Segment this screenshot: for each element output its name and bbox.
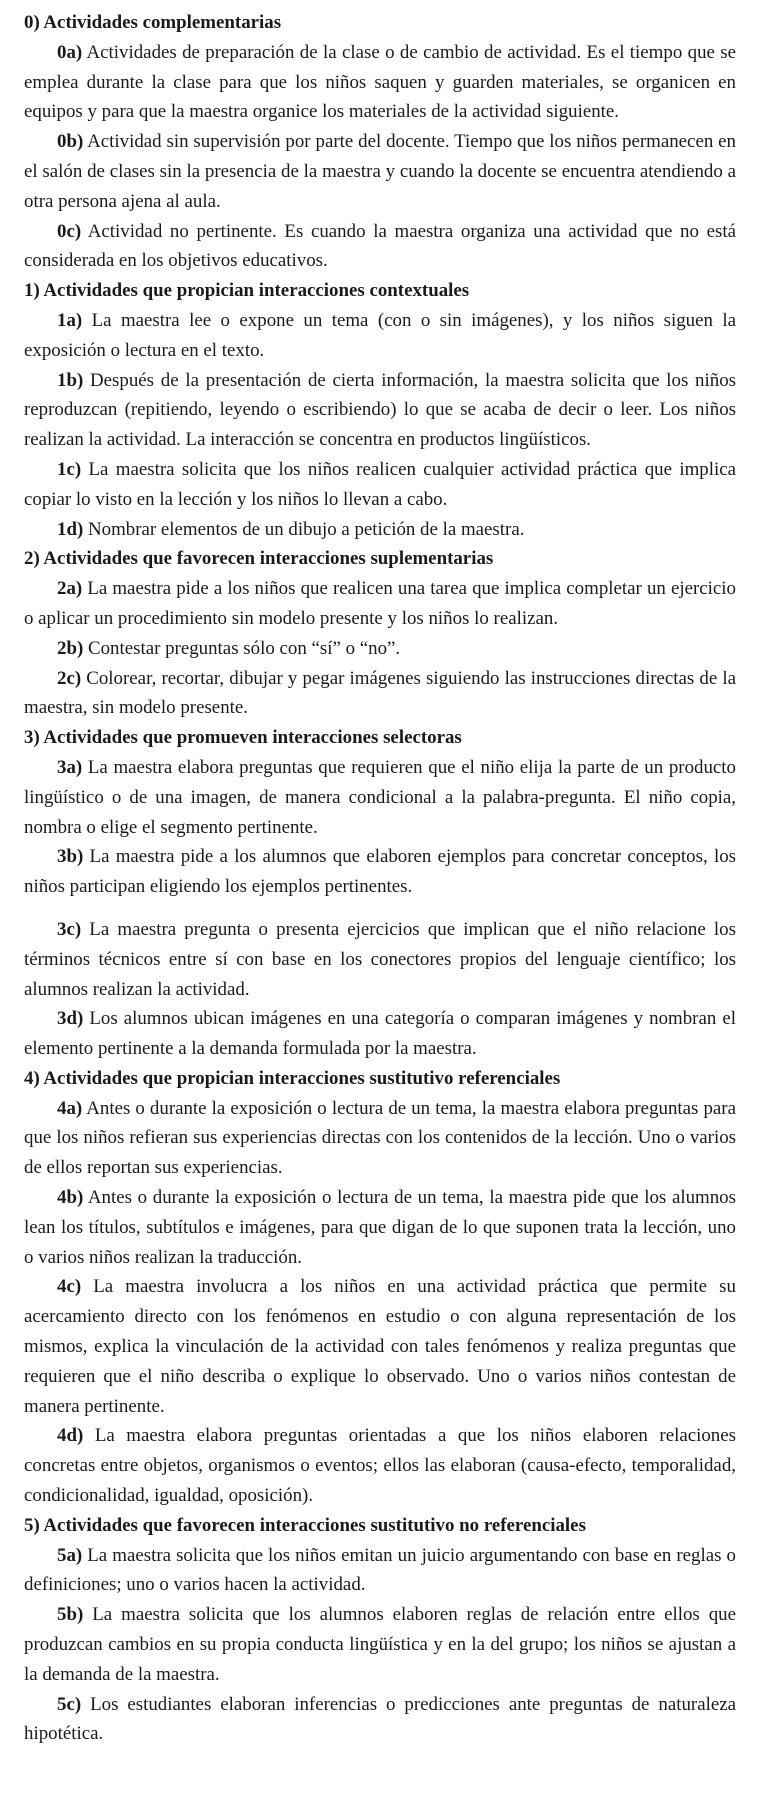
item-text: La maestra pide a los alumnos que elaboren ejemplos para concretar conceptos, los niños participan eligiendo los ejemplos pertinentes. xyxy=(24,846,736,898)
item-text: La maestra involucra a los niños en una actividad práctica que permite su acercamiento directo con los fenómenos en estudio o con alguna representación de los mismos, explica la vinculación de la actividad con tales fenómenos y realiza preguntas que requieren que el niño describa o explique lo observado. Uno o varios niños contestan de manera pertinente. xyxy=(24,1276,736,1417)
item-text: La maestra elabora preguntas orientadas a que los niños elaboren relaciones concretas entre objetos, organismos o eventos; ellos las elaboran (causa-efecto, temporalidad, condicionalidad, igualdad, oposición). xyxy=(24,1425,736,1507)
section-heading: 4) Actividades que propician interacciones sustitutivo referenciales xyxy=(24,1067,561,1089)
list-item xyxy=(24,1541,736,1601)
item-code: 0c) xyxy=(57,220,82,242)
item-text: Antes o durante la exposición o lectura de un tema, la maestra pide que los alumnos lean los títulos, subtítulos e imágenes, para que digan de lo que suponen trata la lección, uno o varios niños realizan la traducción. xyxy=(24,1187,736,1268)
section-2 xyxy=(24,544,736,723)
item-text: La maestra pregunta o presenta ejercicios que implican que el niño relacione los términos técnicos entre sí con base en los conectores propios del lenguaje científico; los alumnos realizan la actividad. xyxy=(24,918,736,1000)
list-item xyxy=(24,915,736,1004)
item-text: La maestra solicita que los niños realicen cualquier actividad práctica que implica copiar lo visto en la lección y los niños lo llevan a cabo. xyxy=(24,458,736,510)
item-text: Contestar preguntas sólo con “sí” o “no”. xyxy=(87,637,401,659)
item-text: Después de la presentación de cierta información, la maestra solicita que los niños reproduzcan (repitiendo, leyendo o escribiendo) lo que se acaba de decir o leer. Los niños realizan la actividad. La interacción se concentra en productos lingüísticos. xyxy=(24,369,736,451)
list-item xyxy=(24,1004,736,1064)
list-item xyxy=(24,842,736,902)
item-code: 5c) xyxy=(57,1693,82,1715)
item-code: 2a) xyxy=(57,578,83,600)
section-4 xyxy=(24,1064,736,1511)
item-text: La maestra pide a los niños que realicen una tarea que implica completar un ejercicio o aplicar un procedimiento sin modelo presente y los niños lo realizan. xyxy=(24,578,736,629)
list-item xyxy=(24,1421,736,1510)
list-item xyxy=(24,634,736,664)
item-code: 3b) xyxy=(57,846,84,868)
item-code: 0b) xyxy=(57,131,84,153)
item-code: 3d) xyxy=(57,1008,84,1030)
section-heading: 0) Actividades complementarias xyxy=(24,12,282,33)
item-code: 4a) xyxy=(57,1097,83,1119)
item-code: 1a) xyxy=(57,309,83,331)
item-code: 0a) xyxy=(57,41,83,63)
item-code: 5a) xyxy=(57,1544,83,1566)
item-text: Actividad no pertinente. Es cuando la maestra organiza una actividad que no está considerada en los objetivos educativos. xyxy=(24,220,736,272)
list-item xyxy=(24,1600,736,1689)
item-code: 5b) xyxy=(57,1604,84,1626)
list-item xyxy=(24,306,736,366)
list-item xyxy=(24,455,736,515)
item-code: 2b) xyxy=(57,637,84,659)
list-item xyxy=(24,127,736,216)
item-text: Nombrar elementos de un dibujo a petición de la maestra. xyxy=(87,518,525,540)
list-item xyxy=(24,217,736,277)
document-page xyxy=(24,8,736,1749)
section-1 xyxy=(24,276,736,544)
item-code: 3c) xyxy=(57,918,82,940)
item-code: 1c) xyxy=(57,458,82,480)
list-item xyxy=(24,366,736,455)
list-item xyxy=(24,38,736,127)
list-item xyxy=(24,1094,736,1183)
item-code: 1d) xyxy=(57,518,84,540)
item-text: Colorear, recortar, dibujar y pegar imágenes siguiendo las instrucciones directas de la maestra, sin modelo presente. xyxy=(24,667,736,719)
section-heading: 5) Actividades que favorecen interacciones sustitutivo no referenciales xyxy=(24,1514,586,1536)
item-code: 4b) xyxy=(57,1187,84,1209)
list-item xyxy=(24,664,736,724)
section-0 xyxy=(24,8,736,276)
section-heading: 1) Actividades que propician interacciones contextuales xyxy=(24,280,470,302)
paragraph-gap xyxy=(24,902,736,915)
list-item xyxy=(24,1183,736,1272)
section-5 xyxy=(24,1511,736,1749)
item-text: Antes o durante la exposición o lectura de un tema, la maestra elabora preguntas para que los niños refieran sus experiencias directas con los contenidos de la lección. Uno o varios de ellos reportan sus experiencias. xyxy=(24,1097,736,1179)
section-3 xyxy=(24,723,736,1064)
item-text: Los estudiantes elaboran inferencias o predicciones ante preguntas de naturaleza hipotética. xyxy=(24,1693,736,1745)
item-code: 4c) xyxy=(57,1276,82,1298)
item-code: 2c) xyxy=(57,667,82,689)
item-text: La maestra solicita que los alumnos elaboren reglas de relación entre ellos que produzcan cambios en su propia conducta lingüística y en la del grupo; los niños se ajustan a la demanda de la maestra. xyxy=(24,1604,736,1685)
item-code: 4d) xyxy=(57,1425,84,1447)
section-heading: 3) Actividades que promueven interacciones selectoras xyxy=(24,727,462,749)
item-text: Los alumnos ubican imágenes en una categoría o comparan imágenes y nombran el elemento pertinente a la demanda formulada por la maestra. xyxy=(24,1008,736,1060)
list-item xyxy=(24,515,736,545)
item-code: 1b) xyxy=(57,369,84,391)
item-text: La maestra elabora preguntas que requieren que el niño elija la parte de un producto lingüístico o de una imagen, de manera condicional a la palabra-pregunta. El niño copia, nombra o elige el segmento pertinente. xyxy=(24,756,736,838)
item-text: Actividad sin supervisión por parte del docente. Tiempo que los niños permanecen en el salón de clases sin la presencia de la maestra y cuando la docente se encuentra atendiendo a otra persona ajena al aula. xyxy=(24,131,736,212)
list-item xyxy=(24,753,736,842)
list-item xyxy=(24,574,736,634)
list-item xyxy=(24,1690,736,1750)
item-text: La maestra lee o expone un tema (con o sin imágenes), y los niños siguen la exposición o lectura en el texto. xyxy=(24,309,736,361)
list-item xyxy=(24,1272,736,1421)
item-text: La maestra solicita que los niños emitan un juicio argumentando con base en reglas o definiciones; uno o varios hacen la actividad. xyxy=(24,1544,736,1596)
item-code: 3a) xyxy=(57,756,83,778)
section-heading: 2) Actividades que favorecen interacciones suplementarias xyxy=(24,548,494,570)
item-text: Actividades de preparación de la clase o de cambio de actividad. Es el tiempo que se emplea durante la clase para que los niños saquen y guarden materiales, se organicen en equipos y para que la maestra organice los materiales de la actividad siguiente. xyxy=(24,41,736,123)
